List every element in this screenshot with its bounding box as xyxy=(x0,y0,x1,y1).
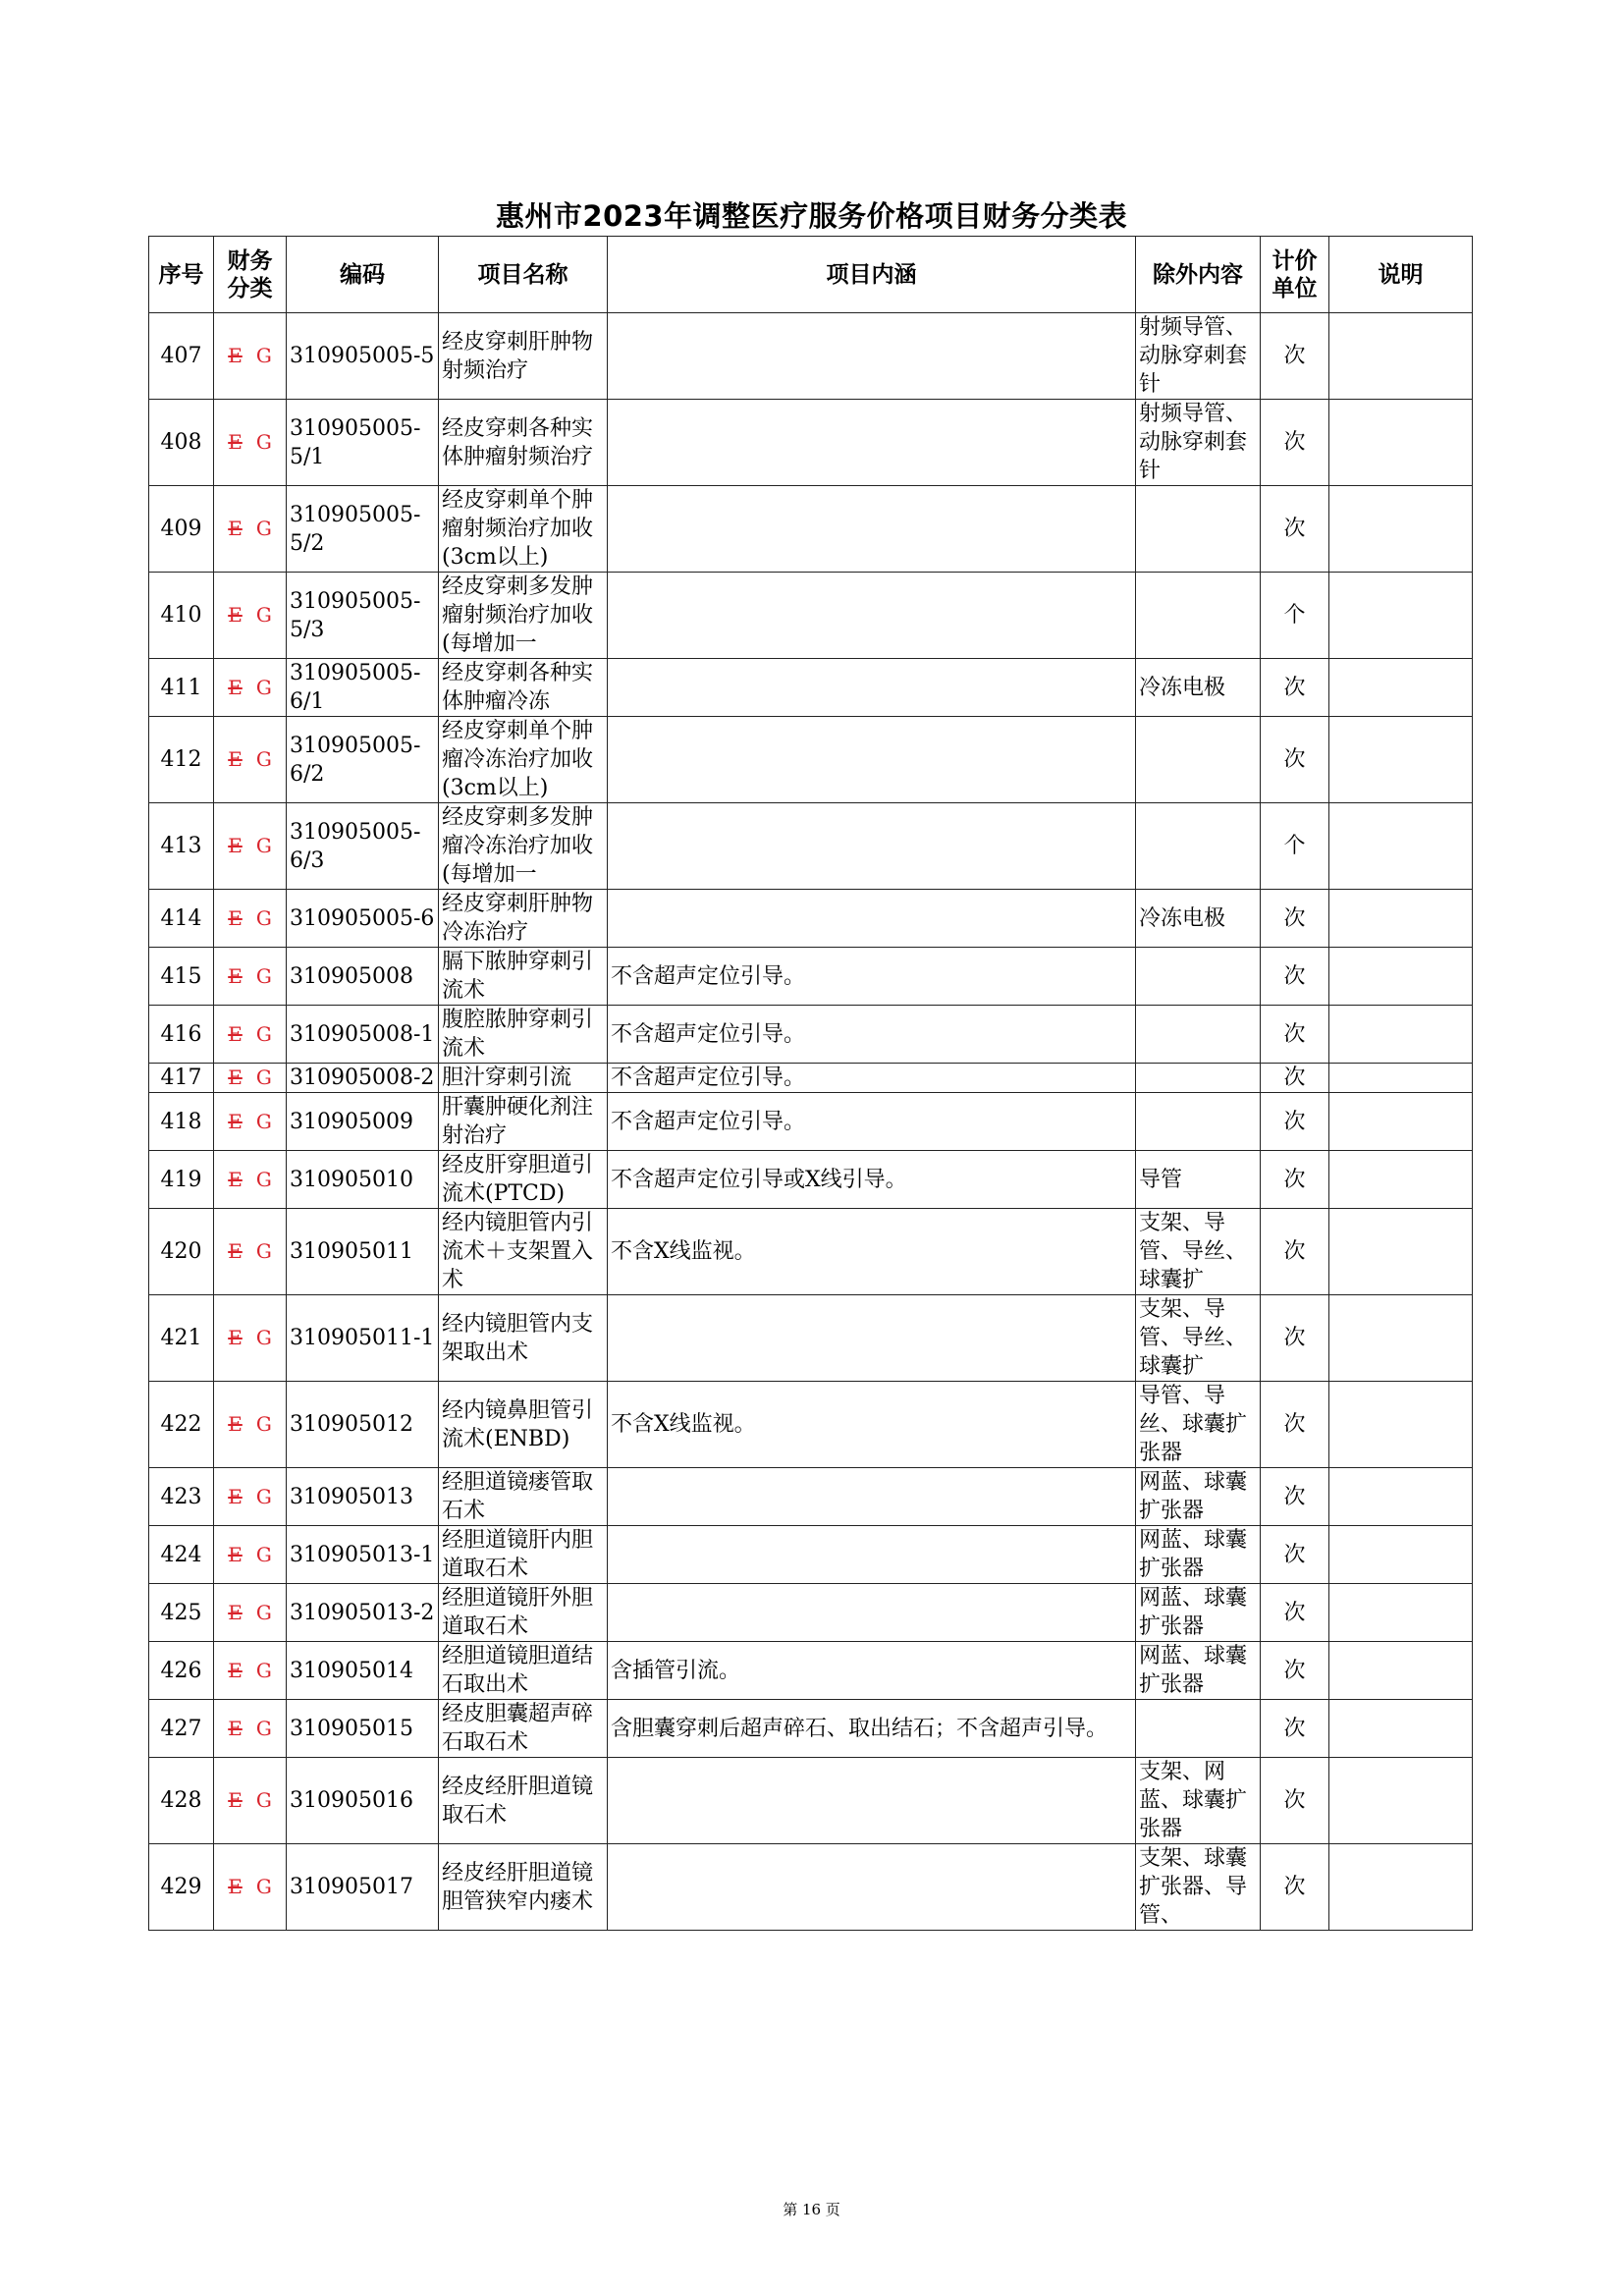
row-exclusions: 支架、导管、导丝、球囊扩 xyxy=(1136,1209,1261,1295)
header-category xyxy=(214,237,287,313)
row-code: 310905005-6/3 xyxy=(287,803,439,890)
row-code: 310905011 xyxy=(287,1209,439,1295)
row-name: 经胆道镜瘘管取石术 xyxy=(439,1468,608,1526)
page-title: 惠州市2023年调整医疗服务价格项目财务分类表 xyxy=(495,199,1128,233)
row-name: 经胆道镜胆道结石取出术 xyxy=(439,1642,608,1700)
row-note xyxy=(1329,1064,1473,1093)
header-code: 编码 xyxy=(287,237,439,313)
row-seq: 413 xyxy=(149,803,214,890)
row-category xyxy=(214,659,287,717)
row-seq: 418 xyxy=(149,1093,214,1151)
category-e-struck: E xyxy=(228,430,243,454)
table-row xyxy=(149,1468,1473,1526)
row-unit: 次 xyxy=(1261,1584,1329,1642)
row-category xyxy=(214,1295,287,1382)
row-content: 不含超声定位引导。 xyxy=(608,1064,1136,1093)
table-row xyxy=(149,1844,1473,1931)
row-content xyxy=(608,803,1136,890)
row-note xyxy=(1329,1844,1473,1931)
row-name: 经皮穿刺多发肿瘤射频治疗加收(每增加一 xyxy=(439,573,608,659)
row-exclusions: 支架、球囊扩张器、导管、 xyxy=(1136,1844,1261,1931)
category-g: G xyxy=(255,834,272,857)
row-content: 不含X线监视。 xyxy=(608,1209,1136,1295)
category-e-struck: E xyxy=(228,963,243,988)
row-seq: 419 xyxy=(149,1151,214,1209)
row-exclusions: 导管、导丝、球囊扩张器 xyxy=(1136,1382,1261,1468)
row-category xyxy=(214,803,287,890)
table-row xyxy=(149,717,1473,803)
row-exclusions: 导管 xyxy=(1136,1151,1261,1209)
row-unit: 个 xyxy=(1261,573,1329,659)
row-unit: 次 xyxy=(1261,1526,1329,1584)
category-g: G xyxy=(255,1875,272,1898)
category-g: G xyxy=(255,1109,272,1133)
row-content: 含胆囊穿刺后超声碎石、取出结石；不含超声引导。 xyxy=(608,1700,1136,1758)
category-g: G xyxy=(255,1484,272,1508)
row-seq: 407 xyxy=(149,313,214,400)
row-category xyxy=(214,1700,287,1758)
row-seq: 417 xyxy=(149,1064,214,1093)
table-row xyxy=(149,400,1473,486)
category-e-struck: E xyxy=(228,1716,243,1740)
category-e-struck: E xyxy=(228,1109,243,1133)
row-seq: 416 xyxy=(149,1006,214,1064)
row-name: 经皮经肝胆道镜胆管狭窄内瘘术 xyxy=(439,1844,608,1931)
category-g: G xyxy=(255,1600,272,1624)
category-e-struck: E xyxy=(228,603,243,627)
header-category-label: 财务 分类 xyxy=(227,247,273,301)
table-row xyxy=(149,313,1473,400)
row-code: 310905008-1 xyxy=(287,1006,439,1064)
category-g: G xyxy=(255,1412,272,1436)
row-content: 含插管引流。 xyxy=(608,1642,1136,1700)
category-e-struck: E xyxy=(228,675,243,699)
table-row xyxy=(149,948,1473,1006)
header-note: 说明 xyxy=(1329,237,1473,313)
category-e-struck: E xyxy=(228,834,243,857)
category-g: G xyxy=(255,675,272,699)
row-category xyxy=(214,1844,287,1931)
row-category xyxy=(214,1468,287,1526)
row-note xyxy=(1329,1382,1473,1468)
header-seq: 序号 xyxy=(149,237,214,313)
row-name: 经内镜鼻胆管引流术(ENBD) xyxy=(439,1382,608,1468)
row-unit: 次 xyxy=(1261,1844,1329,1931)
row-unit: 次 xyxy=(1261,890,1329,948)
row-unit: 次 xyxy=(1261,659,1329,717)
row-exclusions: 网蓝、球囊扩张器 xyxy=(1136,1642,1261,1700)
table-body xyxy=(149,313,1473,1931)
row-category xyxy=(214,1006,287,1064)
row-exclusions: 冷冻电极 xyxy=(1136,659,1261,717)
row-note xyxy=(1329,659,1473,717)
category-e-struck: E xyxy=(228,1066,243,1089)
row-content: 不含超声定位引导。 xyxy=(608,1006,1136,1064)
row-content xyxy=(608,1468,1136,1526)
row-code: 310905017 xyxy=(287,1844,439,1931)
table-row xyxy=(149,1064,1473,1093)
row-note xyxy=(1329,1642,1473,1700)
category-g: G xyxy=(255,603,272,627)
category-e-struck: E xyxy=(228,1542,243,1566)
row-unit: 次 xyxy=(1261,1209,1329,1295)
table-row xyxy=(149,1382,1473,1468)
row-code: 310905015 xyxy=(287,1700,439,1758)
row-exclusions: 网蓝、球囊扩张器 xyxy=(1136,1584,1261,1642)
row-name: 经皮穿刺肝肿物射频治疗 xyxy=(439,313,608,400)
row-exclusions: 冷冻电极 xyxy=(1136,890,1261,948)
row-seq: 423 xyxy=(149,1468,214,1526)
row-seq: 412 xyxy=(149,717,214,803)
row-category xyxy=(214,486,287,573)
row-name: 腹腔脓肿穿刺引流术 xyxy=(439,1006,608,1064)
row-seq: 421 xyxy=(149,1295,214,1382)
row-unit: 次 xyxy=(1261,1064,1329,1093)
category-g: G xyxy=(255,1066,272,1089)
row-seq: 427 xyxy=(149,1700,214,1758)
row-exclusions xyxy=(1136,1064,1261,1093)
row-note xyxy=(1329,1758,1473,1844)
row-name: 经皮穿刺单个肿瘤冷冻治疗加收(3cm以上) xyxy=(439,717,608,803)
table-row xyxy=(149,659,1473,717)
row-note xyxy=(1329,803,1473,890)
row-name: 经皮肝穿胆道引流术(PTCD) xyxy=(439,1151,608,1209)
row-name: 经内镜胆管内支架取出术 xyxy=(439,1295,608,1382)
row-seq: 425 xyxy=(149,1584,214,1642)
row-unit: 次 xyxy=(1261,1382,1329,1468)
table-row xyxy=(149,803,1473,890)
row-category xyxy=(214,717,287,803)
row-note xyxy=(1329,1209,1473,1295)
header-content: 项目内涵 xyxy=(608,237,1136,313)
row-note xyxy=(1329,1700,1473,1758)
table-row xyxy=(149,1093,1473,1151)
row-note xyxy=(1329,890,1473,948)
row-content xyxy=(608,313,1136,400)
row-name: 经胆道镜肝外胆道取石术 xyxy=(439,1584,608,1642)
category-g: G xyxy=(255,747,272,771)
row-name: 经胆道镜肝内胆道取石术 xyxy=(439,1526,608,1584)
table-row xyxy=(149,1151,1473,1209)
row-code: 310905005-5/1 xyxy=(287,400,439,486)
row-exclusions xyxy=(1136,1093,1261,1151)
category-e-struck: E xyxy=(228,1658,243,1682)
category-g: G xyxy=(255,1788,272,1812)
row-content xyxy=(608,717,1136,803)
row-seq: 414 xyxy=(149,890,214,948)
row-category xyxy=(214,1064,287,1093)
row-name: 经皮穿刺单个肿瘤射频治疗加收(3cm以上) xyxy=(439,486,608,573)
table-row xyxy=(149,1642,1473,1700)
row-category xyxy=(214,573,287,659)
category-g: G xyxy=(255,1167,272,1191)
row-content xyxy=(608,1758,1136,1844)
category-e-struck: E xyxy=(228,1326,243,1349)
row-code: 310905008-2 xyxy=(287,1064,439,1093)
category-g: G xyxy=(255,1326,272,1349)
row-code: 310905005-6/2 xyxy=(287,717,439,803)
row-note xyxy=(1329,1468,1473,1526)
row-code: 310905005-6/1 xyxy=(287,659,439,717)
row-content xyxy=(608,1844,1136,1931)
category-g: G xyxy=(255,430,272,454)
row-unit: 次 xyxy=(1261,1642,1329,1700)
row-unit: 次 xyxy=(1261,717,1329,803)
row-note xyxy=(1329,1584,1473,1642)
row-content xyxy=(608,1295,1136,1382)
row-exclusions xyxy=(1136,573,1261,659)
row-code: 310905005-5/3 xyxy=(287,573,439,659)
row-content xyxy=(608,486,1136,573)
row-note xyxy=(1329,1151,1473,1209)
category-e-struck: E xyxy=(228,905,243,930)
category-g: G xyxy=(255,517,272,540)
table-row xyxy=(149,1209,1473,1295)
row-exclusions: 射频导管、动脉穿刺套针 xyxy=(1136,313,1261,400)
category-g: G xyxy=(255,1716,272,1740)
row-category xyxy=(214,1093,287,1151)
row-seq: 422 xyxy=(149,1382,214,1468)
category-g: G xyxy=(255,1021,272,1046)
row-note xyxy=(1329,1006,1473,1064)
row-seq: 426 xyxy=(149,1642,214,1700)
row-unit: 次 xyxy=(1261,486,1329,573)
row-unit: 次 xyxy=(1261,948,1329,1006)
category-e-struck: E xyxy=(228,1167,243,1191)
row-code: 310905005-5/2 xyxy=(287,486,439,573)
category-e-struck: E xyxy=(228,1239,243,1263)
row-name: 经皮经肝胆道镜取石术 xyxy=(439,1758,608,1844)
row-unit: 次 xyxy=(1261,1295,1329,1382)
row-name: 经皮穿刺各种实体肿瘤冷冻 xyxy=(439,659,608,717)
table-row xyxy=(149,1006,1473,1064)
category-e-struck: E xyxy=(228,1412,243,1436)
row-code: 310905013-1 xyxy=(287,1526,439,1584)
row-category xyxy=(214,1382,287,1468)
table-row xyxy=(149,1584,1473,1642)
row-exclusions xyxy=(1136,486,1261,573)
row-unit: 次 xyxy=(1261,1006,1329,1064)
category-g: G xyxy=(255,1658,272,1682)
row-code: 310905005-5 xyxy=(287,313,439,400)
row-note xyxy=(1329,1093,1473,1151)
row-exclusions: 网蓝、球囊扩张器 xyxy=(1136,1526,1261,1584)
row-note xyxy=(1329,400,1473,486)
row-category xyxy=(214,313,287,400)
category-e-struck: E xyxy=(228,517,243,540)
row-seq: 424 xyxy=(149,1526,214,1584)
row-content: 不含超声定位引导。 xyxy=(608,1093,1136,1151)
row-seq: 415 xyxy=(149,948,214,1006)
table-row xyxy=(149,573,1473,659)
row-exclusions xyxy=(1136,948,1261,1006)
row-unit: 次 xyxy=(1261,1093,1329,1151)
row-exclusions xyxy=(1136,717,1261,803)
header-exclusions: 除外内容 xyxy=(1136,237,1261,313)
row-code: 310905012 xyxy=(287,1382,439,1468)
row-name: 经皮穿刺多发肿瘤冷冻治疗加收(每增加一 xyxy=(439,803,608,890)
category-e-struck: E xyxy=(228,344,243,367)
row-code: 310905005-6 xyxy=(287,890,439,948)
row-note xyxy=(1329,948,1473,1006)
header-unit-label: 计价 单位 xyxy=(1271,247,1318,301)
page-number: 第 16 页 xyxy=(783,2201,840,2218)
row-exclusions xyxy=(1136,1006,1261,1064)
row-seq: 408 xyxy=(149,400,214,486)
row-code: 310905013-2 xyxy=(287,1584,439,1642)
table-row xyxy=(149,1526,1473,1584)
row-note xyxy=(1329,717,1473,803)
category-e-struck: E xyxy=(228,1484,243,1508)
table-header-row xyxy=(149,237,1473,313)
row-name: 肝囊肿硬化剂注射治疗 xyxy=(439,1093,608,1151)
row-seq: 411 xyxy=(149,659,214,717)
row-name: 经皮胆囊超声碎石取石术 xyxy=(439,1700,608,1758)
row-unit: 次 xyxy=(1261,1758,1329,1844)
row-code: 310905009 xyxy=(287,1093,439,1151)
row-category xyxy=(214,1526,287,1584)
row-content: 不含超声定位引导或X线引导。 xyxy=(608,1151,1136,1209)
row-code: 310905014 xyxy=(287,1642,439,1700)
row-content xyxy=(608,573,1136,659)
row-unit: 次 xyxy=(1261,1151,1329,1209)
category-g: G xyxy=(255,1542,272,1566)
row-exclusions: 网蓝、球囊扩张器 xyxy=(1136,1468,1261,1526)
table-row xyxy=(149,486,1473,573)
category-g: G xyxy=(255,905,272,930)
row-exclusions: 射频导管、动脉穿刺套针 xyxy=(1136,400,1261,486)
row-unit: 次 xyxy=(1261,313,1329,400)
header-name: 项目名称 xyxy=(439,237,608,313)
row-note xyxy=(1329,573,1473,659)
category-e-struck: E xyxy=(228,1788,243,1812)
row-seq: 410 xyxy=(149,573,214,659)
row-content: 不含X线监视。 xyxy=(608,1382,1136,1468)
category-e-struck: E xyxy=(228,747,243,771)
row-category xyxy=(214,1642,287,1700)
category-e-struck: E xyxy=(228,1600,243,1624)
row-name: 经内镜胆管内引流术＋支架置入术 xyxy=(439,1209,608,1295)
row-content xyxy=(608,659,1136,717)
category-e-struck: E xyxy=(228,1875,243,1898)
row-category xyxy=(214,1584,287,1642)
table-row xyxy=(149,1758,1473,1844)
row-note xyxy=(1329,313,1473,400)
header-unit xyxy=(1261,237,1329,313)
row-code: 310905008 xyxy=(287,948,439,1006)
table-row xyxy=(149,890,1473,948)
row-name: 膈下脓肿穿刺引流术 xyxy=(439,948,608,1006)
row-unit: 次 xyxy=(1261,400,1329,486)
row-name: 胆汁穿刺引流 xyxy=(439,1064,608,1093)
row-name: 经皮穿刺肝肿物冷冻治疗 xyxy=(439,890,608,948)
row-note xyxy=(1329,1295,1473,1382)
row-category xyxy=(214,1209,287,1295)
row-code: 310905016 xyxy=(287,1758,439,1844)
row-exclusions: 支架、导管、导丝、球囊扩 xyxy=(1136,1295,1261,1382)
row-category xyxy=(214,948,287,1006)
table-row xyxy=(149,1295,1473,1382)
row-code: 310905013 xyxy=(287,1468,439,1526)
row-content xyxy=(608,890,1136,948)
row-exclusions: 支架、网蓝、球囊扩张器 xyxy=(1136,1758,1261,1844)
row-category xyxy=(214,400,287,486)
row-exclusions xyxy=(1136,1700,1261,1758)
category-g: G xyxy=(255,1239,272,1263)
row-content xyxy=(608,400,1136,486)
row-name: 经皮穿刺各种实体肿瘤射频治疗 xyxy=(439,400,608,486)
row-seq: 428 xyxy=(149,1758,214,1844)
category-e-struck: E xyxy=(228,1021,243,1046)
row-category xyxy=(214,1758,287,1844)
row-note xyxy=(1329,486,1473,573)
row-seq: 420 xyxy=(149,1209,214,1295)
row-content xyxy=(608,1584,1136,1642)
row-unit: 次 xyxy=(1261,1468,1329,1526)
row-content: 不含超声定位引导。 xyxy=(608,948,1136,1006)
row-category xyxy=(214,1151,287,1209)
fee-classification-table xyxy=(148,236,1473,1931)
category-g: G xyxy=(255,344,272,367)
row-code: 310905011-1 xyxy=(287,1295,439,1382)
row-exclusions xyxy=(1136,803,1261,890)
row-note xyxy=(1329,1526,1473,1584)
row-unit: 次 xyxy=(1261,1700,1329,1758)
row-unit: 个 xyxy=(1261,803,1329,890)
row-category xyxy=(214,890,287,948)
row-content xyxy=(608,1526,1136,1584)
row-seq: 409 xyxy=(149,486,214,573)
table-row xyxy=(149,1700,1473,1758)
row-seq: 429 xyxy=(149,1844,214,1931)
row-code: 310905010 xyxy=(287,1151,439,1209)
category-g: G xyxy=(255,963,272,988)
